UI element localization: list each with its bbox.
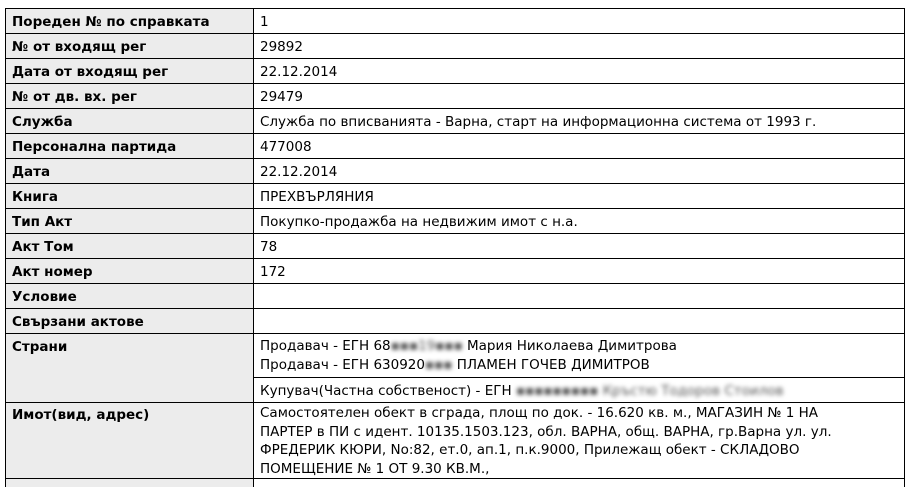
next-row-partial — [6, 479, 905, 488]
label-cell: Имот(вид, адрес) — [6, 403, 254, 479]
value-cell: 172 — [254, 259, 905, 284]
redacted-buyer: ▪▪▪▪▪▪▪▪▪ Кръстю Тодоров Стоилов — [515, 383, 784, 399]
value-cell — [254, 479, 905, 488]
seller-1-egn-label: Продавач - ЕГН 68 — [260, 338, 391, 354]
row-parties — [6, 334, 905, 403]
value-cell: 1 — [254, 9, 905, 34]
row-property — [6, 403, 905, 479]
seller-2-name: ПЛАМЕН ГОЧЕВ ДИМИТРОВ — [456, 357, 650, 373]
label-cell: № от входящ рег — [6, 34, 254, 59]
buyer-egn-label: Купувач(Частна собственост) - ЕГН — [260, 383, 512, 399]
label-cell: Книга — [6, 184, 254, 209]
value-cell: Служба по вписванията - Варна, старт на информационна система от 1993 г. — [254, 109, 905, 134]
row-double-incoming-number — [6, 84, 905, 109]
parties-cell — [254, 334, 905, 403]
buyer — [254, 378, 904, 402]
label-cell: Страни — [6, 334, 254, 403]
property-cell — [254, 403, 905, 479]
redacted-egn: ▪▪▪ — [425, 357, 453, 373]
redacted-egn: ▪▪▪19▪▪▪ — [390, 338, 463, 354]
value-cell: 78 — [254, 234, 905, 259]
label-cell: Условие — [6, 284, 254, 309]
row-act-volume — [6, 234, 905, 259]
row-act-type — [6, 209, 905, 234]
label-cell — [6, 479, 254, 488]
property-line: ПАРТЕР в ПИ с идент. 10135.1503.123, обл. ВАРНА, общ. ВАРНА, гр.Варна ул. ул. — [260, 423, 832, 440]
reference-table — [5, 8, 905, 487]
label-cell: Дата от входящ рег — [6, 59, 254, 84]
seller-1-name: Мария Николаева Димитрова — [467, 338, 677, 354]
value-cell — [254, 284, 905, 309]
label-cell: Акт номер — [6, 259, 254, 284]
label-cell: Акт Том — [6, 234, 254, 259]
row-personal-batch — [6, 134, 905, 159]
sellers-block — [254, 334, 904, 378]
row-condition — [6, 284, 905, 309]
label-cell: Тип Акт — [6, 209, 254, 234]
row-incoming-date — [6, 59, 905, 84]
label-cell: Пореден № по справката — [6, 9, 254, 34]
value-cell: ПРЕХВЪРЛЯНИЯ — [254, 184, 905, 209]
property-line: ФРЕДЕРИК КЮРИ, No:82, ет.0, ап.1, п.к.9000, Прилежащ обект - СКЛАДОВО — [260, 442, 800, 458]
row-serial-number — [6, 9, 905, 34]
value-cell: 22.12.2014 — [254, 59, 905, 84]
seller-2-egn-label: Продавач - ЕГН 630920 — [260, 357, 425, 373]
label-cell: Свързани актове — [6, 309, 254, 334]
row-date — [6, 159, 905, 184]
row-incoming-number — [6, 34, 905, 59]
row-office — [6, 109, 905, 134]
seller-2 — [260, 356, 898, 375]
row-act-number — [6, 259, 905, 284]
value-cell: Покупко-продажба на недвижим имот с н.а. — [254, 209, 905, 234]
label-cell: № от дв. вх. рег — [6, 84, 254, 109]
label-cell: Служба — [6, 109, 254, 134]
property-line: Самостоятелен обект в сграда, площ по док. - 16.620 кв. м., МАГАЗИН № 1 НА — [260, 405, 819, 421]
value-cell: 29479 — [254, 84, 905, 109]
label-cell: Персонална партида — [6, 134, 254, 159]
seller-1 — [260, 337, 898, 356]
value-cell — [254, 309, 905, 334]
label-cell: Дата — [6, 159, 254, 184]
value-cell: 29892 — [254, 34, 905, 59]
value-cell: 22.12.2014 — [254, 159, 905, 184]
row-related-acts — [6, 309, 905, 334]
row-book — [6, 184, 905, 209]
value-cell: 477008 — [254, 134, 905, 159]
property-line: ПОМЕЩЕНИЕ № 1 ОТ 9.30 КВ.М., — [260, 460, 490, 477]
